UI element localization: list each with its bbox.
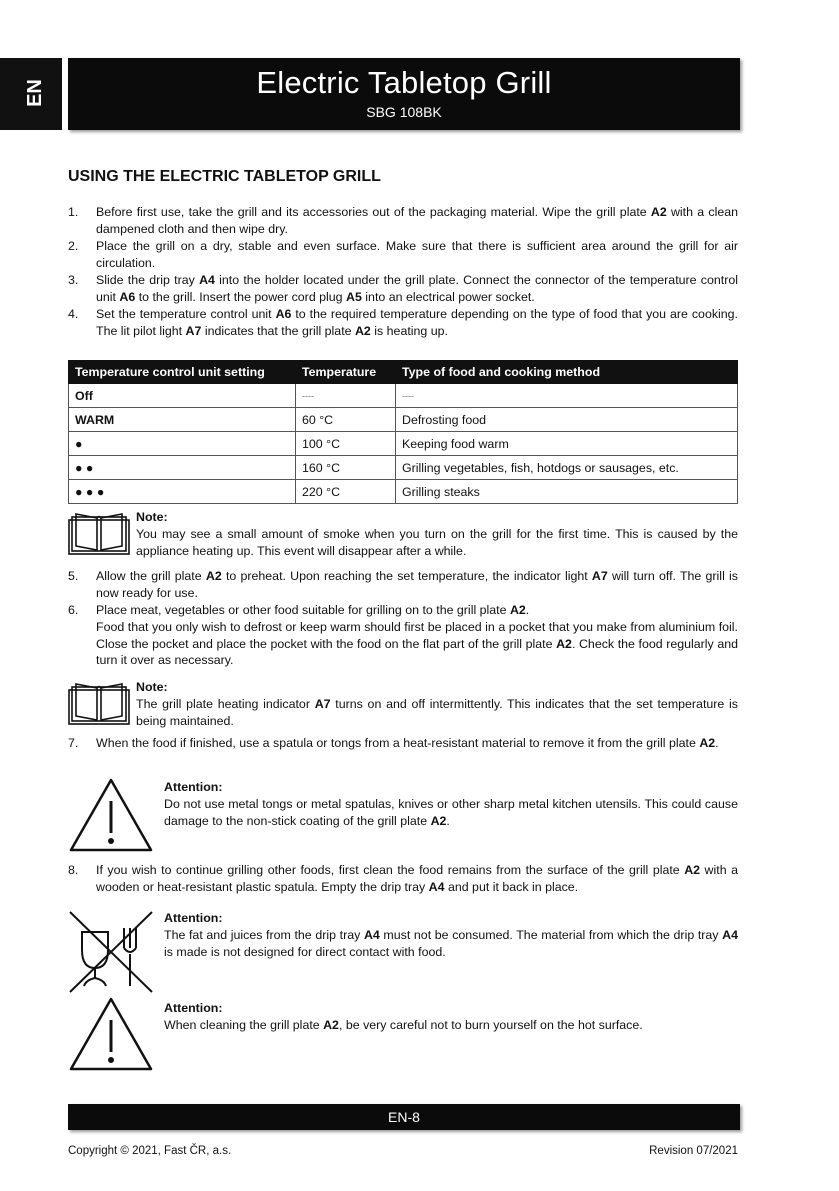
- step-5: [68, 568, 738, 602]
- attention-heading: Attention:: [164, 1001, 223, 1015]
- table-row: [69, 480, 738, 504]
- food-cell: Keeping food warm: [396, 432, 738, 456]
- attention-3: [164, 1000, 738, 1034]
- setting-cell: Off: [69, 384, 296, 408]
- table-header-row: [69, 361, 738, 384]
- step-number: 6.: [68, 603, 79, 617]
- step-6-extra-text: Food that you only wish to defrost or keep warm should first be placed in a pocket that you make from aluminium foil. Close the pocket and place the pocket with the food on the flat part of the grill plate A2. Check the food regularly and turn it over as necessary.: [96, 619, 738, 668]
- step-4: [68, 306, 738, 340]
- column-header: Temperature: [296, 361, 396, 384]
- setting-cell: ● ● ●: [69, 480, 296, 504]
- attention-heading: Attention:: [164, 911, 223, 925]
- page-number: EN-8: [388, 1109, 420, 1125]
- footer-page-bar: [68, 1104, 740, 1130]
- step-text: Set the temperature control unit A6 to the required temperature depending on the type of food that you are cooking. The lit pilot light A7 indicates that the grill plate A2 is heating up.: [96, 307, 739, 338]
- step-text: Before first use, take the grill and its accessories out of the packaging material. Wipe the grill plate A2 with a clean dampened cloth and then wipe dry.: [96, 205, 739, 236]
- food-cell: ----: [396, 384, 738, 408]
- note-1: [136, 509, 738, 559]
- model-number: SBG 108BK: [366, 104, 442, 120]
- step-2: [68, 238, 738, 272]
- book-icon: [68, 510, 130, 556]
- attention-1: [164, 779, 738, 829]
- step-7: [68, 735, 738, 752]
- temperature-cell: ----: [296, 384, 396, 408]
- step-number: 7.: [68, 736, 79, 750]
- attention-2: [164, 910, 738, 960]
- book-icon: [68, 680, 130, 726]
- column-header: Temperature control unit setting: [69, 361, 296, 384]
- step-text: Allow the grill plate A2 to preheat. Upon reaching the set temperature, the indicator light A7 will turn off. The grill is now ready for use.: [96, 569, 738, 600]
- table-row: [69, 456, 738, 480]
- temperature-cell: 160 °C: [296, 456, 396, 480]
- table-row: [69, 432, 738, 456]
- revision: Revision 07/2021: [649, 1145, 738, 1157]
- step-number: 5.: [68, 569, 79, 583]
- attention-text: When cleaning the grill plate A2, be very careful not to burn yourself on the hot surface.: [164, 1017, 643, 1032]
- language-label: EN: [24, 79, 46, 107]
- step-number: 2.: [68, 239, 79, 253]
- step-3: [68, 272, 738, 306]
- header-banner: [68, 58, 740, 130]
- temperature-cell: 60 °C: [296, 408, 396, 432]
- food-cell: Defrosting food: [396, 408, 738, 432]
- step-text: Place meat, vegetables or other food suitable for grilling on to the grill plate A2.: [96, 603, 530, 617]
- temperature-table: [68, 360, 738, 504]
- step-text: Slide the drip tray A4 into the holder located under the grill plate. Connect the connector of the temperature control unit A6 to the grill. Insert the power cord plug A5 into an electrical power socket.: [96, 273, 738, 304]
- food-cell: Grilling vegetables, fish, hotdogs or sausages, etc.: [396, 456, 738, 480]
- page-title: Electric Tabletop Grill: [256, 65, 552, 100]
- setting-cell: WARM: [69, 408, 296, 432]
- section-title: USING THE ELECTRIC TABLETOP GRILL: [68, 168, 381, 185]
- step-number: 3.: [68, 273, 79, 287]
- step-text: Place the grill on a dry, stable and even surface. Make sure that there is sufficient area around the grill for air circulation.: [96, 239, 738, 270]
- setting-cell: ● ●: [69, 456, 296, 480]
- warning-icon: [68, 777, 154, 853]
- attention-heading: Attention:: [164, 780, 223, 794]
- step-8: [68, 862, 738, 896]
- setting-cell: ●: [69, 432, 296, 456]
- warning-icon: [68, 996, 154, 1072]
- step-text: If you wish to continue grilling other foods, first clean the food remains from the surface of the grill plate A2 with a wooden or heat-resistant plastic spatula. Empty the drip tray A4 and put it back in place.: [96, 863, 738, 894]
- copyright: Copyright © 2021, Fast ČR, a.s.: [68, 1145, 232, 1157]
- table-row: [69, 408, 738, 432]
- table-row: [69, 384, 738, 408]
- note-heading: Note:: [136, 510, 168, 524]
- note-2: [136, 679, 738, 729]
- temperature-cell: 100 °C: [296, 432, 396, 456]
- food-cell: Grilling steaks: [396, 480, 738, 504]
- column-header: Type of food and cooking method: [396, 361, 738, 384]
- temperature-cell: 220 °C: [296, 480, 396, 504]
- step-number: 4.: [68, 307, 79, 321]
- step-number: 1.: [68, 205, 79, 219]
- attention-text: Do not use metal tongs or metal spatulas, knives or other sharp metal kitchen utensils. This could cause damage to the non-stick coating of the grill plate A2.: [164, 796, 738, 828]
- step-6: [68, 602, 738, 669]
- attention-text: The fat and juices from the drip tray A4 must not be consumed. The material from which the drip tray A4 is made is not designed for direct contact with food.: [164, 927, 738, 959]
- not-food-safe-icon: [68, 910, 154, 994]
- step-number: 8.: [68, 863, 79, 877]
- step-1: [68, 204, 738, 238]
- note-text: You may see a small amount of smoke when you turn on the grill for the first time. This is caused by the appliance heating up. This event will disappear after a while.: [136, 526, 738, 558]
- note-text: The grill plate heating indicator A7 turns on and off intermittently. This indicates that the set temperature is being maintained.: [136, 696, 738, 728]
- note-heading: Note:: [136, 680, 168, 694]
- step-text: When the food if finished, use a spatula or tongs from a heat-resistant material to remove it from the grill plate A2.: [96, 736, 719, 750]
